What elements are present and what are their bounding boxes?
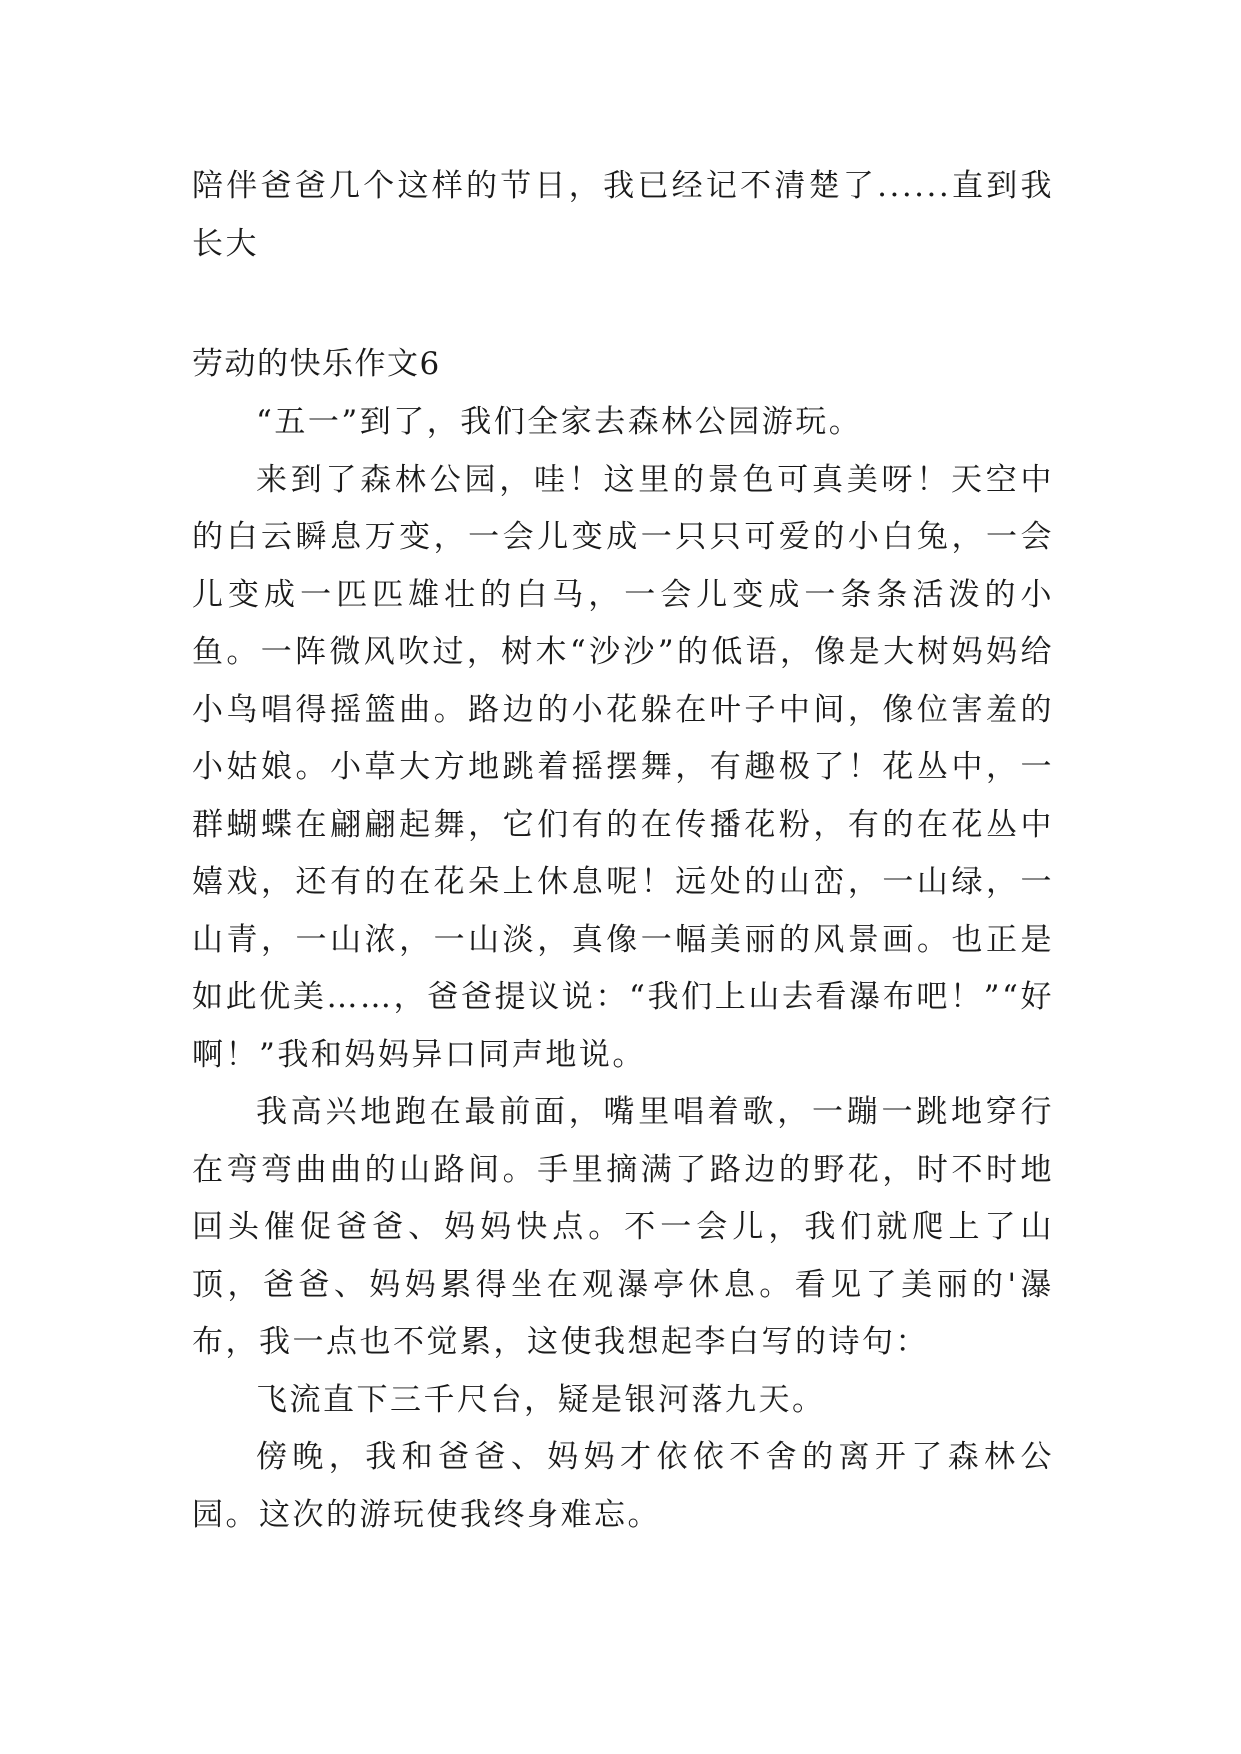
paragraph-2: 来到了森林公园，哇！这里的景色可真美呀！天空中的白云瞬息万变，一会儿变成一只只可爱的小白兔，一会儿变成一匹匹雄壮的白马，一会儿变成一条条活泼的小鱼。一阵微风吹过，树木“沙沙”的低语，像是大树妈妈给小鸟唱得摇篮曲。路边的小花躲在叶子中间，像位害羞的小姑娘。小草大方地跳着摇摆舞，有趣极了！花丛中，一群蝴蝶在翩翩起舞，它们有的在传播花粉，有的在花丛中嬉戏，还有的在花朵上休息呢！远处的山峦，一山绿，一山青，一山浓，一山淡，真像一幅美丽的风景画。也正是如此优美……，爸爸提议说：“我们上山去看瀑布吧！”“好啊！”我和妈妈异口同声地说。 xyxy=(192,461,1054,1073)
carry-over-paragraph: 陪伴爸爸几个这样的节日，我已经记不清楚了......直到我长大 xyxy=(192,168,1054,262)
paragraph-4: 飞流直下三千尺台，疑是银河落九天。 xyxy=(256,1381,826,1418)
essay-body xyxy=(192,394,1054,1544)
paragraph-1: “五一”到了，我们全家去森林公园游玩。 xyxy=(256,404,863,440)
paragraph-3: 我高兴地跑在最前面，嘴里唱着歌，一蹦一跳地穿行在弯弯曲曲的山路间。手里摘满了路边的野花，时不时地回头催促爸爸、妈妈快点。不一会儿，我们就爬上了山顶，爸爸、妈妈累得坐在观瀑亭休息。看见了美丽的'瀑布，我一点也不觉累，这使我想起李白写的诗句： xyxy=(192,1094,1054,1360)
essay-title: 劳动的快乐作文6 xyxy=(192,346,441,382)
paragraph-5: 傍晚，我和爸爸、妈妈才依依不舍的离开了森林公园。这次的游玩使我终身难忘。 xyxy=(192,1439,1054,1533)
